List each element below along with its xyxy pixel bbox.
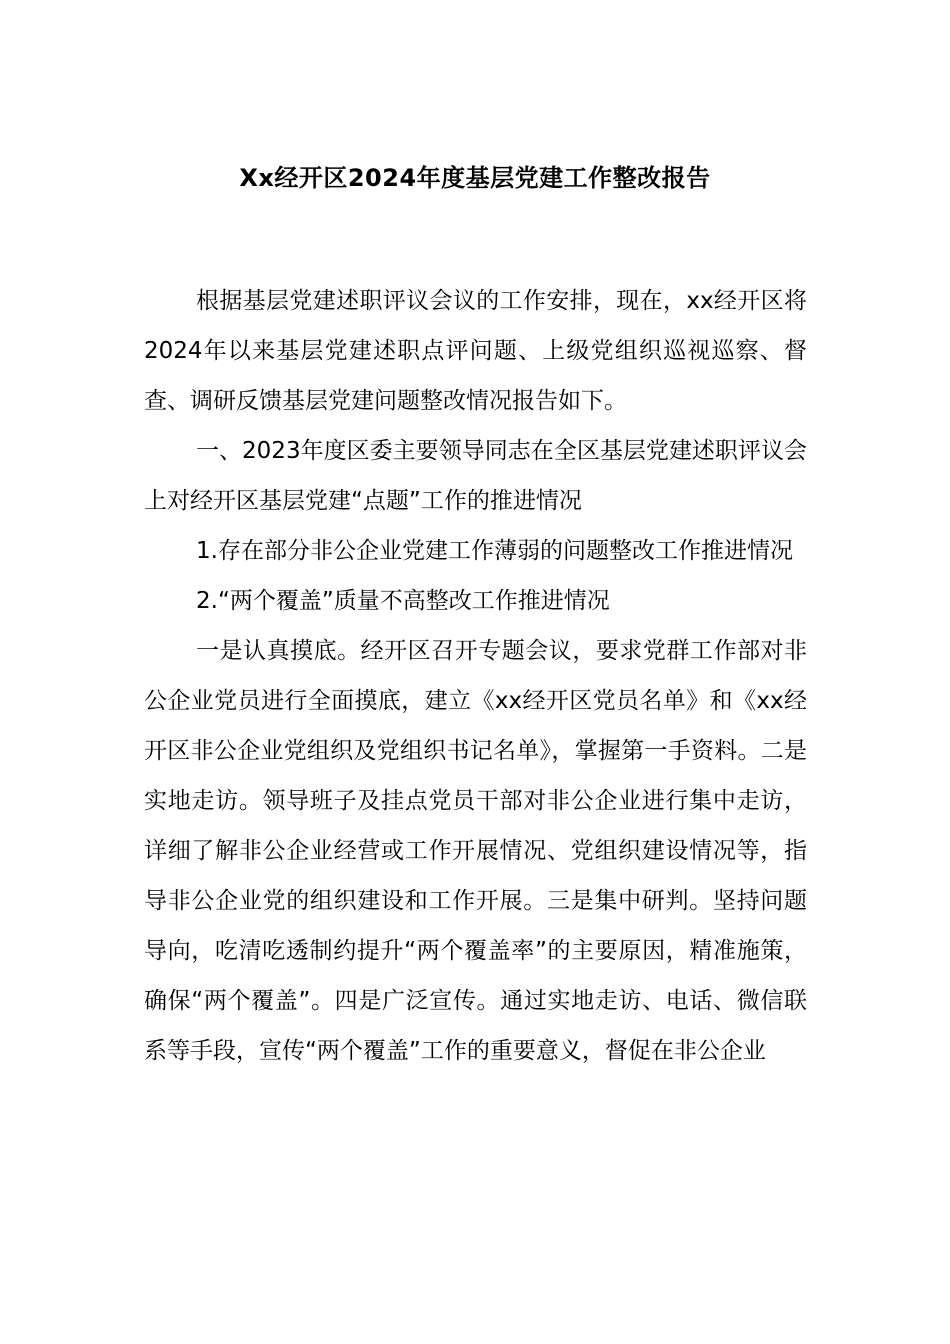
- paragraph-measures: 一是认真摸底。经开区召开专题会议，要求党群工作部对非公企业党员进行全面摸底，建立《xx经开区党员名单》和《xx经开区非公企业党组织及党组织书记名单》，掌握第一手资料。二是实地走访。领导班子及挂点党员干部对非公企业进行集中走访，详细了解非公企业经营或工作开展情况、党组织建设情况等，指导非公企业党的组织建设和工作开展。三是集中研判。坚持问题导向，吃清吃透制约提升“两个覆盖率”的主要原因，精准施策，确保“两个覆盖”。四是广泛宣传。通过实地走访、电话、微信联系等手段，宣传“两个覆盖”工作的重要意义，督促在非公企业: [144, 638, 807, 1064]
- section-heading-1: 一、2023年度区委主要领导同志在全区基层党建述职评议会上对经开区基层党建“点题”工作的推进情况: [144, 438, 807, 514]
- document-title: Xx经开区2024年度基层党建工作整改报告: [239, 164, 711, 192]
- paragraph-intro: 根据基层党建述职评议会议的工作安排，现在，xx经开区将2024年以来基层党建述职点评问题、上级党组织巡视巡察、督查、调研反馈基层党建问题整改情况报告如下。: [144, 288, 807, 414]
- document-body: [144, 276, 807, 1076]
- subheading-1: 1.存在部分非公企业党建工作薄弱的问题整改工作推进情况: [196, 538, 793, 564]
- subheading-2: 2.“两个覆盖”质量不高整改工作推进情况: [196, 588, 610, 614]
